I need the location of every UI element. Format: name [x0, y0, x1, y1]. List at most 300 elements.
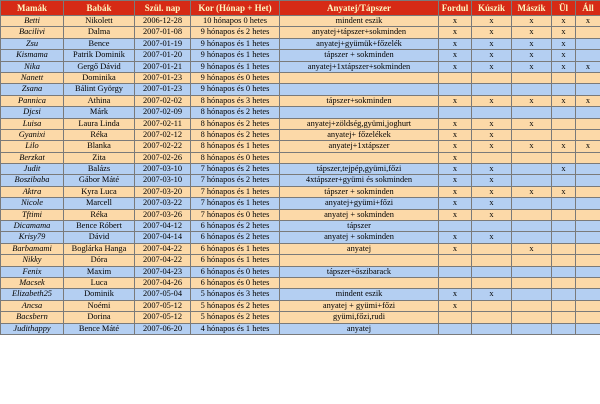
cell-all	[576, 198, 600, 209]
cell-feeding: tápszer	[280, 221, 439, 232]
cell-all	[576, 50, 600, 61]
table-row	[1, 221, 600, 232]
cell-mama: Elizabeth25	[1, 289, 64, 300]
cell-maszik	[512, 129, 552, 140]
cell-feeding: anyatej + sokminden	[280, 209, 439, 220]
cell-baba: Bálint György	[64, 84, 135, 95]
cell-baba: Athina	[64, 95, 135, 106]
cell-fordul: x	[439, 198, 472, 209]
cell-kuszik: x	[472, 38, 512, 49]
cell-all	[576, 118, 600, 129]
cell-ul	[552, 221, 576, 232]
cell-all: x	[576, 141, 600, 152]
cell-kuszik	[472, 300, 512, 311]
cell-ul	[552, 209, 576, 220]
cell-fordul	[439, 107, 472, 118]
cell-feeding: tápszer + sokminden	[280, 50, 439, 61]
cell-baba: Marcell	[64, 198, 135, 209]
cell-baba: Zita	[64, 152, 135, 163]
cell-feeding: anyatej + gyümi+főzi	[280, 300, 439, 311]
cell-birth-date: 2007-01-19	[135, 38, 191, 49]
table-row	[1, 232, 600, 243]
cell-maszik	[512, 107, 552, 118]
cell-feeding: anyatej+1xtápszer+sokminden	[280, 61, 439, 72]
cell-all	[576, 152, 600, 163]
cell-fordul	[439, 277, 472, 288]
cell-baba: Boglárka Hanga	[64, 243, 135, 254]
cell-baba: Márk	[64, 107, 135, 118]
cell-ul	[552, 289, 576, 300]
cell-kuszik: x	[472, 50, 512, 61]
cell-mama: Bacsbern	[1, 312, 64, 323]
cell-kuszik	[472, 277, 512, 288]
table-row	[1, 72, 600, 83]
cell-maszik	[512, 198, 552, 209]
cell-birth-date: 2007-02-11	[135, 118, 191, 129]
cell-baba: Bence Róbert	[64, 221, 135, 232]
cell-kuszik	[472, 255, 512, 266]
cell-age: 7 hónapos és 0 hetes	[191, 209, 280, 220]
cell-kuszik: x	[472, 95, 512, 106]
col-header-mamak: Mamák	[1, 1, 64, 16]
cell-age: 8 hónapos és 2 hetes	[191, 118, 280, 129]
cell-maszik: x	[512, 118, 552, 129]
cell-kuszik: x	[472, 289, 512, 300]
cell-age: 6 hónapos és 0 hetes	[191, 266, 280, 277]
cell-mama: Nika	[1, 61, 64, 72]
cell-ul	[552, 323, 576, 334]
cell-birth-date: 2007-06-20	[135, 323, 191, 334]
cell-feeding: anyatej+1xtápszer	[280, 141, 439, 152]
col-header-kor: Kor (Hónap + Het)	[191, 1, 280, 16]
cell-all	[576, 243, 600, 254]
cell-ul	[552, 232, 576, 243]
cell-maszik	[512, 209, 552, 220]
cell-baba: Luca	[64, 277, 135, 288]
cell-all	[576, 107, 600, 118]
table-row	[1, 164, 600, 175]
cell-all	[576, 129, 600, 140]
cell-mama: Luisa	[1, 118, 64, 129]
cell-birth-date: 2007-04-26	[135, 277, 191, 288]
cell-age: 8 hónapos és 3 hetes	[191, 95, 280, 106]
cell-kuszik	[472, 152, 512, 163]
cell-ul: x	[552, 61, 576, 72]
cell-maszik	[512, 232, 552, 243]
cell-mama: Tftimi	[1, 209, 64, 220]
cell-birth-date: 2007-02-09	[135, 107, 191, 118]
cell-all	[576, 186, 600, 197]
col-header-all: Áll	[576, 1, 600, 16]
cell-birth-date: 2007-01-08	[135, 27, 191, 38]
cell-feeding: mindent eszik	[280, 289, 439, 300]
table-row	[1, 129, 600, 140]
cell-birth-date: 2007-01-23	[135, 84, 191, 95]
cell-ul	[552, 277, 576, 288]
cell-fordul: x	[439, 16, 472, 27]
cell-fordul	[439, 221, 472, 232]
cell-age: 6 hónapos és 2 hetes	[191, 221, 280, 232]
cell-birth-date: 2007-03-26	[135, 209, 191, 220]
cell-maszik: x	[512, 61, 552, 72]
cell-fordul: x	[439, 175, 472, 186]
cell-birth-date: 2007-04-22	[135, 255, 191, 266]
cell-maszik: x	[512, 186, 552, 197]
cell-birth-date: 2007-04-14	[135, 232, 191, 243]
cell-kuszik: x	[472, 118, 512, 129]
cell-feeding	[280, 152, 439, 163]
cell-baba: Noémi	[64, 300, 135, 311]
cell-fordul: x	[439, 300, 472, 311]
cell-age: 8 hónapos és 1 hetes	[191, 141, 280, 152]
cell-kuszik: x	[472, 16, 512, 27]
cell-baba: Dominika	[64, 72, 135, 83]
cell-age: 9 hónapos és 1 hetes	[191, 38, 280, 49]
cell-fordul: x	[439, 27, 472, 38]
cell-kuszik: x	[472, 61, 512, 72]
cell-age: 7 hónapos és 2 hetes	[191, 175, 280, 186]
cell-kuszik: x	[472, 186, 512, 197]
cell-age: 8 hónapos és 0 hetes	[191, 152, 280, 163]
cell-ul: x	[552, 186, 576, 197]
cell-feeding: anyatej + sokminden	[280, 232, 439, 243]
cell-kuszik	[472, 221, 512, 232]
cell-maszik	[512, 312, 552, 323]
cell-fordul	[439, 84, 472, 95]
cell-ul	[552, 198, 576, 209]
cell-feeding: tápszer,tejpép,gyümi,főzi	[280, 164, 439, 175]
cell-ul: x	[552, 16, 576, 27]
cell-feeding: tápszer+őszibarack	[280, 266, 439, 277]
cell-mama: Dicamama	[1, 221, 64, 232]
cell-mama: Aktra	[1, 186, 64, 197]
col-header-szul-nap: Szül. nap	[135, 1, 191, 16]
cell-ul	[552, 312, 576, 323]
cell-mama: Zsu	[1, 38, 64, 49]
cell-age: 7 hónapos és 2 hetes	[191, 164, 280, 175]
cell-all	[576, 277, 600, 288]
cell-baba: Balázs	[64, 164, 135, 175]
cell-all: x	[576, 95, 600, 106]
table-row	[1, 175, 600, 186]
cell-maszik: x	[512, 16, 552, 27]
cell-birth-date: 2007-05-12	[135, 300, 191, 311]
table-row	[1, 38, 600, 49]
cell-mama: Kismama	[1, 50, 64, 61]
cell-baba: Kyra Luca	[64, 186, 135, 197]
cell-all	[576, 300, 600, 311]
table-row	[1, 27, 600, 38]
cell-fordul: x	[439, 129, 472, 140]
cell-birth-date: 2006-12-28	[135, 16, 191, 27]
cell-mama: Zsana	[1, 84, 64, 95]
cell-birth-date: 2007-03-10	[135, 175, 191, 186]
cell-age: 9 hónapos és 2 hetes	[191, 27, 280, 38]
cell-kuszik	[472, 243, 512, 254]
cell-maszik: x	[512, 38, 552, 49]
cell-feeding: anyatej	[280, 323, 439, 334]
cell-ul	[552, 129, 576, 140]
cell-maszik	[512, 221, 552, 232]
cell-birth-date: 2007-01-20	[135, 50, 191, 61]
cell-feeding: anyatej+tápszer+sokminden	[280, 27, 439, 38]
cell-feeding: 4xtápszer+gyümi és sokminden	[280, 175, 439, 186]
cell-mama: Judithappy	[1, 323, 64, 334]
cell-mama: Gyanixi	[1, 129, 64, 140]
table-row	[1, 323, 600, 334]
cell-ul	[552, 255, 576, 266]
cell-age: 9 hónapos és 0 hetes	[191, 72, 280, 83]
cell-fordul: x	[439, 95, 472, 106]
cell-baba: Bence Máté	[64, 323, 135, 334]
cell-fordul: x	[439, 164, 472, 175]
cell-baba: Patrik Dominik	[64, 50, 135, 61]
cell-kuszik	[472, 72, 512, 83]
table-row	[1, 61, 600, 72]
cell-baba: Dávid	[64, 232, 135, 243]
cell-fordul: x	[439, 186, 472, 197]
cell-baba: Dorina	[64, 312, 135, 323]
cell-birth-date: 2007-03-10	[135, 164, 191, 175]
cell-ul	[552, 243, 576, 254]
cell-birth-date: 2007-01-23	[135, 72, 191, 83]
cell-kuszik: x	[472, 141, 512, 152]
cell-age: 8 hónapos és 2 hetes	[191, 107, 280, 118]
cell-ul	[552, 300, 576, 311]
cell-feeding: mindent eszik	[280, 16, 439, 27]
cell-maszik	[512, 266, 552, 277]
cell-mama: Nicole	[1, 198, 64, 209]
cell-all	[576, 175, 600, 186]
cell-age: 6 hónapos és 0 hetes	[191, 277, 280, 288]
table-row	[1, 16, 600, 27]
cell-ul: x	[552, 95, 576, 106]
cell-baba: Dominik	[64, 289, 135, 300]
cell-ul: x	[552, 27, 576, 38]
cell-all	[576, 164, 600, 175]
cell-feeding	[280, 84, 439, 95]
table-row	[1, 209, 600, 220]
cell-kuszik	[472, 266, 512, 277]
table-row	[1, 118, 600, 129]
cell-ul: x	[552, 38, 576, 49]
cell-fordul: x	[439, 141, 472, 152]
cell-age: 7 hónapos és 1 hetes	[191, 198, 280, 209]
table-row	[1, 198, 600, 209]
cell-feeding: tápszer + sokminden	[280, 186, 439, 197]
cell-maszik: x	[512, 27, 552, 38]
cell-birth-date: 2007-04-12	[135, 221, 191, 232]
cell-birth-date: 2007-03-22	[135, 198, 191, 209]
cell-mama: Nikky	[1, 255, 64, 266]
cell-all	[576, 72, 600, 83]
cell-feeding	[280, 277, 439, 288]
col-header-maszik: Mászik	[512, 1, 552, 16]
col-header-babak: Babák	[64, 1, 135, 16]
cell-feeding: anyatej	[280, 243, 439, 254]
cell-mama: Fenix	[1, 266, 64, 277]
cell-fordul: x	[439, 289, 472, 300]
cell-birth-date: 2007-02-22	[135, 141, 191, 152]
cell-baba: Gergő Dávid	[64, 61, 135, 72]
cell-baba: Nikolett	[64, 16, 135, 27]
cell-ul	[552, 72, 576, 83]
cell-all	[576, 84, 600, 95]
col-header-ul: Ül	[552, 1, 576, 16]
col-header-fordul: Fordul	[439, 1, 472, 16]
cell-feeding	[280, 255, 439, 266]
cell-age: 10 hónapos 0 hetes	[191, 16, 280, 27]
cell-ul	[552, 118, 576, 129]
cell-ul	[552, 107, 576, 118]
cell-ul: x	[552, 141, 576, 152]
cell-all	[576, 312, 600, 323]
cell-kuszik: x	[472, 164, 512, 175]
cell-baba: Dalma	[64, 27, 135, 38]
cell-kuszik	[472, 312, 512, 323]
table-row	[1, 107, 600, 118]
cell-all	[576, 221, 600, 232]
cell-fordul: x	[439, 232, 472, 243]
cell-age: 9 hónapos és 1 hetes	[191, 50, 280, 61]
cell-fordul	[439, 312, 472, 323]
cell-birth-date: 2007-05-12	[135, 312, 191, 323]
cell-maszik: x	[512, 95, 552, 106]
cell-all	[576, 27, 600, 38]
cell-birth-date: 2007-05-04	[135, 289, 191, 300]
cell-fordul	[439, 255, 472, 266]
cell-mama: Bacilivi	[1, 27, 64, 38]
col-header-anyatej-tapszer: Anyatej/Tápszer	[280, 1, 439, 16]
cell-baba: Réka	[64, 129, 135, 140]
cell-mama: Lilo	[1, 141, 64, 152]
cell-mama: Berzkat	[1, 152, 64, 163]
cell-maszik	[512, 72, 552, 83]
cell-fordul: x	[439, 38, 472, 49]
table-row	[1, 152, 600, 163]
cell-fordul: x	[439, 118, 472, 129]
cell-feeding: gyümi,főzi,rudi	[280, 312, 439, 323]
cell-fordul: x	[439, 209, 472, 220]
cell-baba: Maxim	[64, 266, 135, 277]
cell-maszik	[512, 175, 552, 186]
cell-ul	[552, 84, 576, 95]
cell-mama: Barbamami	[1, 243, 64, 254]
table-row	[1, 312, 600, 323]
cell-age: 7 hónapos és 1 hetes	[191, 186, 280, 197]
table-row	[1, 300, 600, 311]
cell-fordul: x	[439, 152, 472, 163]
cell-feeding: anyatej+gyümi+főzi	[280, 198, 439, 209]
cell-maszik: x	[512, 141, 552, 152]
table-row	[1, 141, 600, 152]
cell-mama: Ancsa	[1, 300, 64, 311]
cell-maszik	[512, 323, 552, 334]
cell-all	[576, 323, 600, 334]
cell-maszik	[512, 152, 552, 163]
cell-age: 4 hónapos és 1 hetes	[191, 323, 280, 334]
cell-age: 6 hónapos és 1 hetes	[191, 255, 280, 266]
cell-mama: Nanett	[1, 72, 64, 83]
cell-birth-date: 2007-02-12	[135, 129, 191, 140]
cell-mama: Judit	[1, 164, 64, 175]
cell-age: 6 hónapos és 1 hetes	[191, 243, 280, 254]
cell-age: 8 hónapos és 2 hetes	[191, 129, 280, 140]
cell-kuszik: x	[472, 129, 512, 140]
cell-feeding: tápszer+sokminden	[280, 95, 439, 106]
cell-all: x	[576, 61, 600, 72]
cell-mama: Boszibaba	[1, 175, 64, 186]
cell-feeding: anyatej+ főzelékek	[280, 129, 439, 140]
cell-feeding	[280, 107, 439, 118]
cell-mama: Krisy79	[1, 232, 64, 243]
cell-maszik	[512, 289, 552, 300]
cell-fordul	[439, 323, 472, 334]
cell-baba: Réka	[64, 209, 135, 220]
cell-maszik	[512, 300, 552, 311]
cell-mama: Pannica	[1, 95, 64, 106]
col-header-kuszik: Kúszik	[472, 1, 512, 16]
table-row	[1, 95, 600, 106]
cell-kuszik: x	[472, 27, 512, 38]
cell-kuszik: x	[472, 175, 512, 186]
cell-maszik: x	[512, 50, 552, 61]
cell-baba: Dóra	[64, 255, 135, 266]
table-row	[1, 186, 600, 197]
cell-baba: Laura Linda	[64, 118, 135, 129]
cell-ul	[552, 175, 576, 186]
cell-kuszik: x	[472, 198, 512, 209]
cell-ul: x	[552, 164, 576, 175]
table-row	[1, 50, 600, 61]
table-row	[1, 255, 600, 266]
cell-age: 5 hónapos és 2 hetes	[191, 300, 280, 311]
cell-fordul	[439, 266, 472, 277]
cell-age: 5 hónapos és 2 hetes	[191, 312, 280, 323]
cell-birth-date: 2007-03-20	[135, 186, 191, 197]
cell-mama: Macsek	[1, 277, 64, 288]
cell-birth-date: 2007-02-26	[135, 152, 191, 163]
cell-kuszik	[472, 323, 512, 334]
cell-kuszik	[472, 84, 512, 95]
cell-all	[576, 289, 600, 300]
cell-all: x	[576, 16, 600, 27]
cell-maszik	[512, 84, 552, 95]
cell-ul	[552, 152, 576, 163]
header-row	[1, 1, 600, 16]
cell-maszik: x	[512, 243, 552, 254]
cell-all	[576, 38, 600, 49]
cell-all	[576, 266, 600, 277]
table-row	[1, 289, 600, 300]
cell-fordul	[439, 72, 472, 83]
table-row	[1, 243, 600, 254]
cell-maszik	[512, 255, 552, 266]
cell-fordul: x	[439, 61, 472, 72]
cell-all	[576, 232, 600, 243]
cell-maszik	[512, 164, 552, 175]
table-row	[1, 266, 600, 277]
table-row	[1, 84, 600, 95]
cell-baba: Blanka	[64, 141, 135, 152]
cell-baba: Gábor Máté	[64, 175, 135, 186]
cell-feeding	[280, 72, 439, 83]
cell-ul: x	[552, 50, 576, 61]
cell-feeding: anyatej+gyümük+főzelék	[280, 38, 439, 49]
cell-birth-date: 2007-02-02	[135, 95, 191, 106]
table-row	[1, 277, 600, 288]
cell-baba: Bence	[64, 38, 135, 49]
